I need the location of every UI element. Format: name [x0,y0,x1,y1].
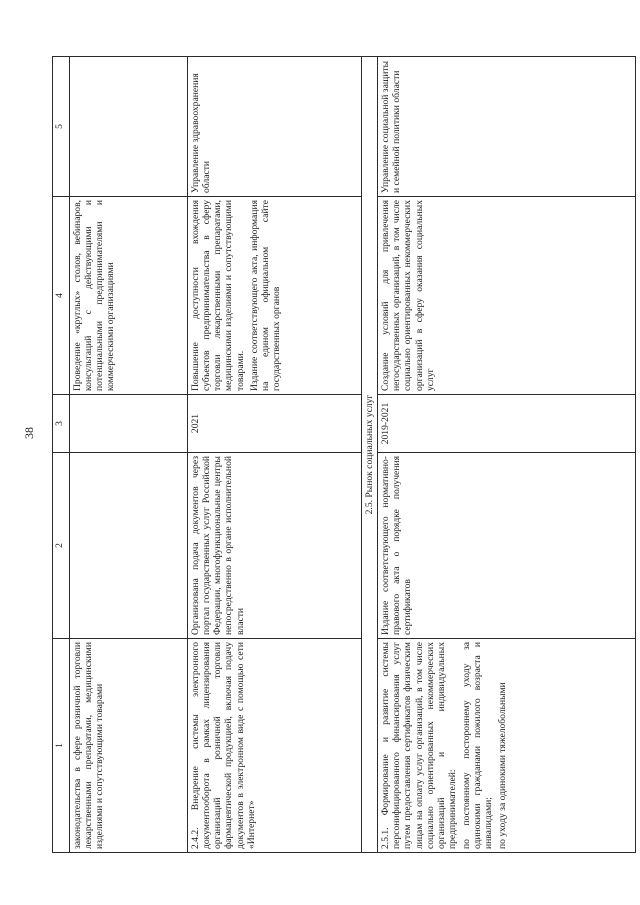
column-number: 4 [53,197,70,395]
table-row [188,57,362,853]
result-cell: Издание соответствующего нормативно-правового акта о порядке получения сертификатов [378,453,636,639]
deadline-cell [70,395,188,453]
indicator-text: Повышение доступности вхождения субъектов предпринимательства в сферу торговли лекарственными препаратами, медицинскими изделиями и сопутствующими товарами. [190,200,246,391]
measure-text: 2.5.1. Формирование и развитие системы персонифицированного финансирования услуг путем предоставления сертификатов физическим лицам на оплату услуг организаций, в том числе социально ориентированных некоммерческих организаций и индивидуальных предпринимателей: [380,642,458,849]
executor-cell: Управление здравоохранения области [188,57,362,197]
indicator-text: Проведение «круглых» столов, вебинаров, консультаций с действующими и потенциальными предпринимателями и коммерческими организациями [72,200,117,391]
column-number: 3 [53,395,70,453]
result-cell: Организована подача документов через портал государственных услуг Российской Федерации, многофункциональные центры непосредственно в органе исполнительной власти [188,453,362,639]
indicator-text: Создание условий для привлечения негосударственных организаций, в том числе социально ориентированных некоммерческих организаций в сферу оказания социальных услуг [380,200,436,391]
executor-cell: Управление социальной защиты и семейной политики области [378,57,636,197]
indicator-cell [70,197,188,395]
measure-cell: 2.4.2. Внедрение системы электронного документооборота в рамках лицензирования организаций розничной торговли фармацевтической продукцией, включая подачу документов в электронном виде с помощью сети «Интернет» [188,639,362,853]
measures-table [52,56,636,853]
result-cell [70,453,188,639]
indicator-cell [188,197,362,395]
table-row [70,57,188,853]
measure-text: по постоянному постороннему уходу за одинокими гражданами пожилого возраста и инвалидами; [461,642,495,849]
measure-text: по уходу за одинокими тяжелобольными [497,682,509,849]
column-number: 5 [53,57,70,197]
column-number: 1 [53,639,70,853]
deadline-cell: 2021 [188,395,362,453]
table-row [378,57,636,853]
indicator-cell [378,197,636,395]
section-title: 2.5. Рынок социальных услуг [362,57,378,853]
page-number: 38 [22,427,36,439]
table-header-row [53,57,70,853]
executor-cell [70,57,188,197]
indicator-text: Издание соответствующего акта, информация на едином официальном сайте государственных органов [248,200,282,391]
section-row [362,57,378,853]
deadline-cell: 2019-2021 [378,395,636,453]
measure-cell: законодательства в сфере розничной торговли лекарственными препаратами, медицинскими изделиями и сопутствующими товарами [70,639,188,853]
measure-cell [378,639,636,853]
column-number: 2 [53,453,70,639]
